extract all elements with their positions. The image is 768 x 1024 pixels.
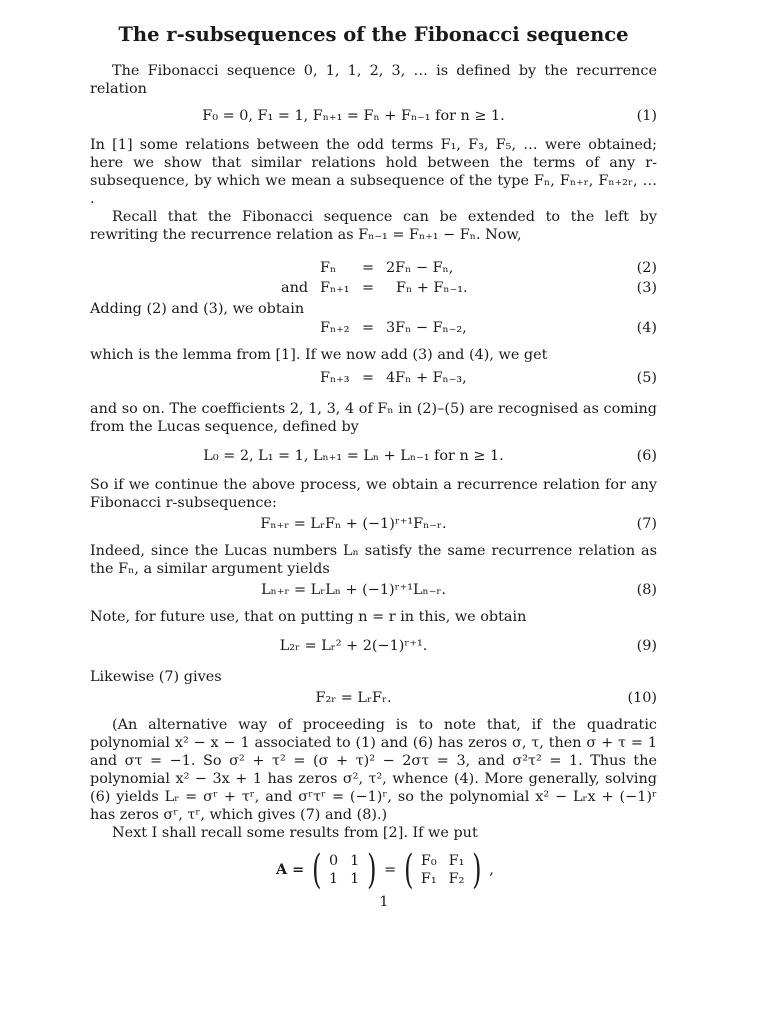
equation-4-lhs: Fₙ₊₂ <box>320 320 350 336</box>
equation-number-5: (5) <box>636 370 657 386</box>
equation-1 <box>90 104 657 128</box>
matrix-right-cell: F₁ <box>448 853 465 869</box>
paragraph-indeed: Indeed, since the Lucas numbers Lₙ satisfy the same recurrence relation as the Fₙ, a similar argument yields <box>90 543 657 577</box>
matrix-left-cell: 0 <box>329 853 339 869</box>
matrix-equals: = <box>384 862 397 878</box>
left-paren-icon: ( <box>403 847 414 893</box>
equation-2-equals: = <box>362 260 375 276</box>
equation-8-body: Lₙ₊ᵣ = LᵣLₙ + (−1)ʳ⁺¹Lₙ₋ᵣ. <box>261 582 446 598</box>
equation-3 <box>90 276 657 300</box>
paragraph-adding: Adding (2) and (3), we obtain <box>90 301 305 317</box>
equation-3-prefix: and <box>281 280 309 296</box>
equation-2-rhs: 2Fₙ − Fₙ, <box>386 260 454 276</box>
paragraph-likewise: Likewise (7) gives <box>90 669 222 685</box>
paragraph-lemma: which is the lemma from [1]. If we now add (3) and (4), we get <box>90 347 548 363</box>
equation-3-lhs: Fₙ₊₁ <box>320 280 350 296</box>
equation-5-equals: = <box>362 370 375 386</box>
page-title: The r-subsequences of the Fibonacci sequence <box>118 23 629 46</box>
equation-4-rhs: 3Fₙ − Fₙ₋₂, <box>386 320 467 336</box>
matrix-left-cell: 1 <box>350 853 360 869</box>
matrix-equation <box>90 847 657 898</box>
equation-5-rhs: 4Fₙ + Fₙ₋₃, <box>386 370 467 386</box>
equation-number-2: (2) <box>636 260 657 276</box>
equation-7 <box>90 512 657 536</box>
matrix-left-cell: 1 <box>329 871 339 887</box>
matrix-right-cell: F₂ <box>448 871 465 887</box>
equation-7-body: Fₙ₊ᵣ = LᵣFₙ + (−1)ʳ⁺¹Fₙ₋ᵣ. <box>260 516 447 532</box>
paragraph-recall: Recall that the Fibonacci sequence can be extended to the left by rewriting the recurrence relation as Fₙ₋₁ = Fₙ₊₁ − Fₙ. Now, <box>90 209 657 243</box>
equation-10 <box>90 686 657 710</box>
equation-4-equals: = <box>362 320 375 336</box>
matrix-right-cell: F₀ <box>420 853 437 869</box>
equation-number-8: (8) <box>636 582 657 598</box>
paragraph-coefficients <box>90 400 657 436</box>
paragraph-intro: The Fibonacci sequence 0, 1, 1, 2, 3, … is defined by the recurrence relation <box>90 63 657 97</box>
equation-6 <box>90 444 657 468</box>
matrix-trailing-comma: , <box>489 862 494 878</box>
left-paren-icon: ( <box>311 847 322 893</box>
paragraph-next: Next I shall recall some results from [2]. If we put <box>112 825 478 841</box>
equation-5-lhs: Fₙ₊₃ <box>320 370 350 386</box>
equation-number-4: (4) <box>636 320 657 336</box>
paragraph-odd-terms: In [1] some relations between the odd terms F₁, F₃, F₅, … were obtained; here we show that similar relations hold between the terms of any r-subsequence, by which we mean a subsequence of the type Fₙ, Fₙ₊ᵣ, Fₙ₊₂ᵣ, … . <box>90 137 657 207</box>
equation-number-7: (7) <box>636 516 657 532</box>
equation-9-body: L₂ᵣ = Lᵣ² + 2(−1)ʳ⁺¹. <box>279 638 428 654</box>
matrix-left-cell: 1 <box>350 871 360 887</box>
matrix-left <box>329 852 359 888</box>
right-paren-icon: ) <box>472 847 482 893</box>
equation-5 <box>90 366 657 390</box>
equation-number-1: (1) <box>636 108 657 124</box>
equation-1-body: F₀ = 0, F₁ = 1, Fₙ₊₁ = Fₙ + Fₙ₋₁ for n ≥ 1. <box>202 108 505 124</box>
matrix-label: A = <box>276 861 305 878</box>
paragraph-alternative: (An alternative way of proceeding is to note that, if the quadratic polynomial x² − x − 1 associated to (1) and (6) has zeros σ, τ, then σ + τ = 1 and στ = −1. So σ² + τ² = (σ + τ)² − 2στ = 3, and σ²τ² = 1. Thus the polynomial x² − 3x + 1 has zeros σ², τ², whence (4). More generally, solving (6) yields Lᵣ = σʳ + τʳ, and σʳτʳ = (−1)ʳ, so the polynomial x² − Lᵣx + (−1)ʳ has zeros σʳ, τʳ, which gives (7) and (8).) <box>90 717 657 823</box>
equation-2-lhs: Fₙ <box>320 260 337 276</box>
matrix-right <box>421 852 465 888</box>
equation-10-body: F₂ᵣ = LᵣFᵣ. <box>315 690 392 706</box>
page-number: 1 <box>379 894 389 910</box>
equation-9 <box>90 634 657 658</box>
equation-number-10: (10) <box>627 690 657 706</box>
equation-4 <box>90 316 657 340</box>
equation-number-9: (9) <box>636 638 657 654</box>
equation-3-rhs: Fₙ + Fₙ₋₁. <box>396 280 468 296</box>
equation-8 <box>90 578 657 602</box>
equation-3-equals: = <box>362 280 375 296</box>
equation-number-6: (6) <box>636 448 657 464</box>
matrix-right-cell: F₁ <box>420 871 437 887</box>
right-paren-icon: ) <box>367 847 377 893</box>
equation-number-3: (3) <box>636 280 657 296</box>
paper-page <box>90 22 657 898</box>
equation-6-body: L₀ = 2, L₁ = 1, Lₙ₊₁ = Lₙ + Lₙ₋₁ for n ≥ 1. <box>203 448 504 464</box>
paragraph-continue: So if we continue the above process, we obtain a recurrence relation for any Fibonacci r-subsequence: <box>90 477 657 511</box>
paragraph-note: Note, for future use, that on putting n = r in this, we obtain <box>90 609 527 625</box>
paragraph-coefficients-text: and so on. The coefficients 2, 1, 3, 4 of Fₙ in (2)–(5) are recognised as coming from the Lucas sequence, defined by <box>90 401 657 435</box>
